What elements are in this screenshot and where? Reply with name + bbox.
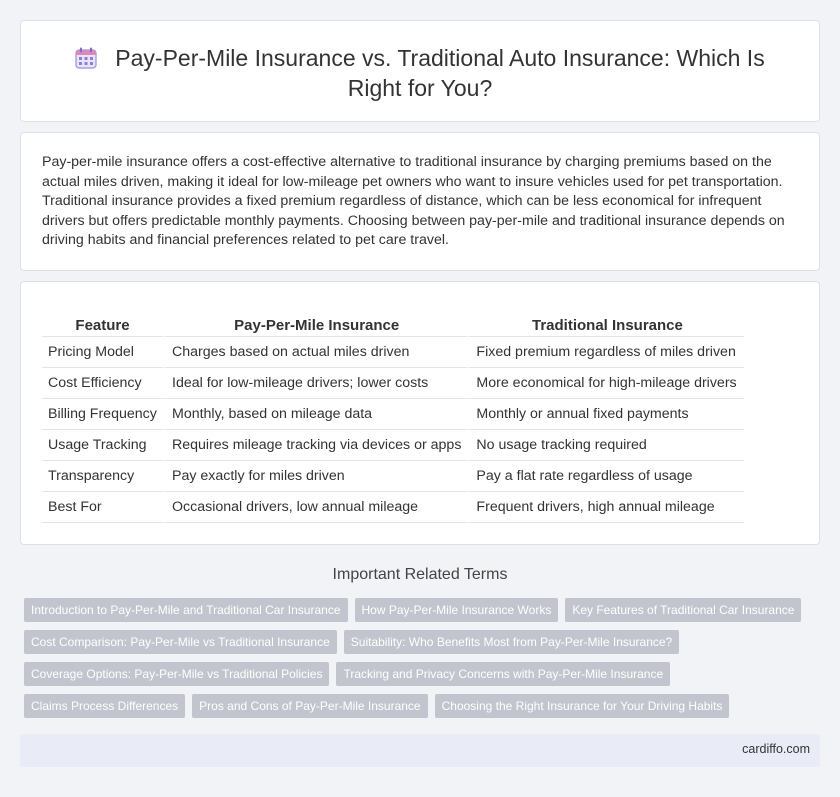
table-cell: Frequent drivers, high annual mileage [467, 492, 744, 523]
related-tag[interactable]: Claims Process Differences [24, 694, 185, 718]
intro-paragraph: Pay-per-mile insurance offers a cost-effective alternative to traditional insurance by charging premiums based on the actual miles driven, making it ideal for low-mileage pet owners who want to insure vehicles used for pet transportation. Traditional insurance provides a fixed premium regardless of distance, which can be less economical for infrequent drivers but offers predictable monthly payments. Choosing between pay-per-mile and traditional insurance depends on driving habits and financial preferences related to pet care travel. [42, 154, 785, 248]
footer-site-link[interactable]: cardiffo.com [742, 742, 810, 756]
table-row [42, 337, 744, 368]
page-title: Pay-Per-Mile Insurance vs. Traditional Auto Insurance: Which Is Right for You? [115, 45, 765, 101]
table-row [42, 368, 744, 399]
table-cell: Pay exactly for miles driven [163, 461, 467, 492]
related-tag[interactable]: Tracking and Privacy Concerns with Pay-Per-Mile Insurance [336, 662, 670, 686]
table-cell: Best For [42, 492, 163, 523]
table-header-row [42, 315, 744, 337]
related-tags-row [24, 630, 679, 654]
page-title-wrap [61, 43, 779, 103]
header-traditional: Traditional Insurance [467, 315, 744, 337]
footer-bar [20, 734, 820, 767]
intro-card [20, 132, 820, 271]
table-cell: Requires mileage tracking via devices or apps [163, 430, 467, 461]
related-tag[interactable]: Suitability: Who Benefits Most from Pay-Per-Mile Insurance? [344, 630, 679, 654]
title-card [20, 20, 820, 122]
related-tags-row [24, 598, 801, 622]
comparison-table-card [20, 281, 820, 545]
table-cell: More economical for high-mileage drivers [467, 368, 744, 399]
related-tag[interactable]: Introduction to Pay-Per-Mile and Traditional Car Insurance [24, 598, 348, 622]
calendar-icon [75, 47, 97, 69]
table-cell: No usage tracking required [467, 430, 744, 461]
related-tag[interactable]: Cost Comparison: Pay-Per-Mile vs Traditional Insurance [24, 630, 337, 654]
related-tag[interactable]: Choosing the Right Insurance for Your Driving Habits [435, 694, 730, 718]
related-tags-row [24, 694, 729, 718]
related-tag[interactable]: Coverage Options: Pay-Per-Mile vs Traditional Policies [24, 662, 329, 686]
related-tag[interactable]: Pros and Cons of Pay-Per-Mile Insurance [192, 694, 427, 718]
related-tag[interactable]: How Pay-Per-Mile Insurance Works [355, 598, 559, 622]
related-tag[interactable]: Key Features of Traditional Car Insurance [565, 598, 801, 622]
table-cell: Occasional drivers, low annual mileage [163, 492, 467, 523]
table-cell: Billing Frequency [42, 399, 163, 430]
related-tags-row [24, 662, 670, 686]
table-row [42, 430, 744, 461]
comparison-table [42, 315, 744, 523]
table-cell: Transparency [42, 461, 163, 492]
table-cell: Monthly or annual fixed payments [467, 399, 744, 430]
table-cell: Charges based on actual miles driven [163, 337, 467, 368]
table-cell: Monthly, based on mileage data [163, 399, 467, 430]
table-cell: Pricing Model [42, 337, 163, 368]
table-row [42, 461, 744, 492]
table-cell: Pay a flat rate regardless of usage [467, 461, 744, 492]
table-row [42, 399, 744, 430]
header-pay-per-mile: Pay-Per-Mile Insurance [163, 315, 467, 337]
table-row [42, 492, 744, 523]
table-cell: Usage Tracking [42, 430, 163, 461]
header-feature: Feature [42, 315, 163, 337]
table-cell: Cost Efficiency [42, 368, 163, 399]
table-cell: Fixed premium regardless of miles driven [467, 337, 744, 368]
related-terms-heading: Important Related Terms [332, 566, 508, 583]
table-cell: Ideal for low-mileage drivers; lower costs [163, 368, 467, 399]
